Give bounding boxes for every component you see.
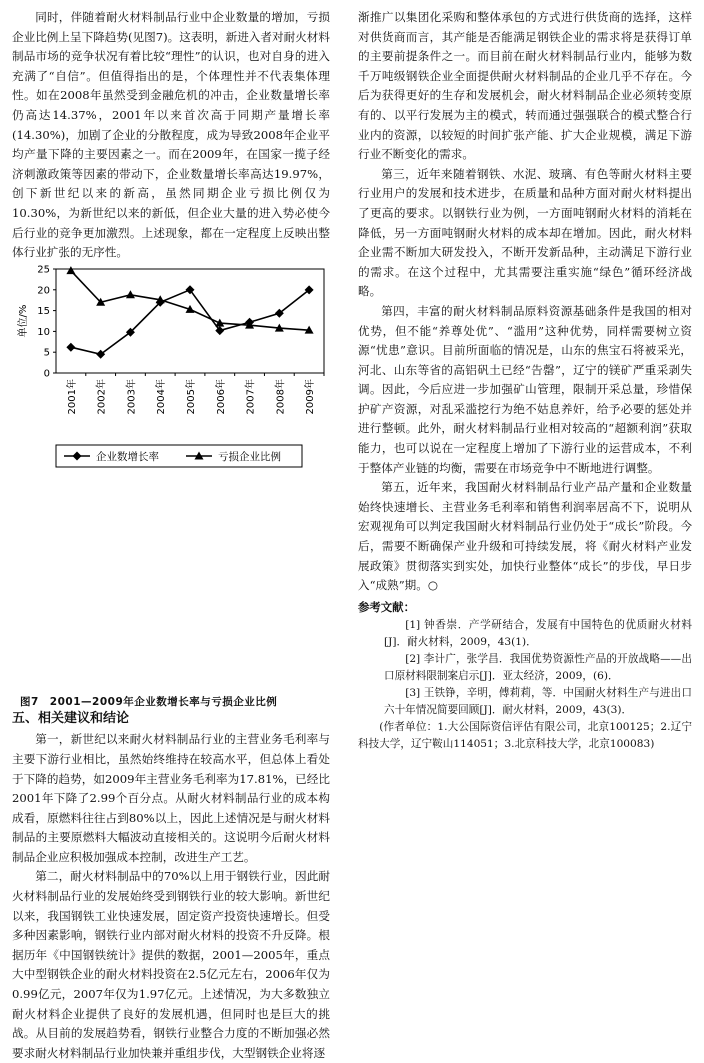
x-tick-label: 2009年	[305, 378, 317, 415]
series-line	[71, 270, 309, 329]
data-point-triangle	[126, 290, 135, 298]
section-heading: 五、相关建议和结论	[12, 710, 130, 726]
y-tick-label: 5	[43, 347, 50, 359]
x-tick-label: 2004年	[156, 378, 168, 415]
figure-caption: 图7 2001—2009年企业数增长率与亏损企业比例	[20, 695, 278, 708]
body-paragraph: 第五，近年来，我国耐火材料制品行业产品产量和企业数量始终快速增长、主营业务毛利率和销售利润率居高不下，说明从宏观视角可以判定我国耐火材料制品行业仍处于“成长”阶段。今后，需要不断确保产业升级和可持续发展，将《耐火材料产业发展政策》贯彻落实到实处，加快行业整体“成长”的步伐，早日步入“成熟”期。○	[358, 480, 692, 593]
plot-area	[56, 269, 324, 373]
y-axis-label: 单位/%	[18, 304, 29, 338]
references-heading: 参考文献：	[358, 599, 415, 614]
y-tick-label: 0	[43, 368, 50, 380]
y-tick-label: 10	[37, 326, 50, 338]
legend-marker	[73, 451, 82, 460]
author-affiliation: (作者单位：1.大公国际资信评估有限公司，北京100125；2.辽宁科技大学，辽宁鞍山114051；3.北京科技大学，北京100083)	[358, 721, 692, 751]
x-tick-label: 2001年	[66, 378, 78, 415]
body-paragraph: 第一，新世纪以来耐火材料制品行业的主营业务毛利率与主要下游行业相比，虽然始终维持在较高水平，但总体上看处于下降的趋势，如2009年主营业务毛利率为17.81%，已经比2001年下降了2.99个百分点。从耐火材料制品行业的成本构成看，原燃料往往占到80%以上，因此上述情况是与耐火材料制品的主要原燃料大幅波动直接相关的。这说明今后耐火材料制品企业应积极加强成本控制，改进生产工艺。	[12, 732, 330, 864]
x-tick-label: 2006年	[215, 378, 227, 415]
body-paragraph: 第三，近年来随着钢铁、水泥、玻璃、有色等耐火材料主要行业用户的发展和技术进步，在质量和品种方面对耐火材料提出了更高的要求。以钢铁行业为例，一方面吨钢耐火材料的消耗在降低，另一方面吨钢耐火材料的成本却在增加。因此，耐火材料企业需不断加大研发投入，不断开发新品种，主动满足下游行业的需求。在这个过程中，尤其需要注重实施“绿色”循环经济战略。	[358, 166, 692, 299]
reference-item: [2] 李计广，张学昌．我国优势资源性产品的开放战略——出口原材料限制案启示[J]．亚太经济，2009，(6)．	[384, 653, 692, 683]
reference-item: [1] 钟香崇．产学研结合，发展有中国特色的优质耐火材料[J]．耐火材料，2009，43(1)．	[384, 619, 692, 649]
figure-7	[12, 263, 330, 708]
x-tick-label: 2005年	[186, 378, 197, 415]
legend-label: 企业数增长率	[96, 450, 159, 463]
data-point-diamond	[66, 342, 75, 351]
x-tick-label: 2003年	[126, 378, 138, 415]
y-tick-label: 25	[37, 264, 50, 276]
left-column	[12, 8, 330, 1063]
body-paragraph: 第二，耐火材料制品中的70%以上用于钢铁行业，因此耐火材料制品行业的发展始终受到钢铁行业的较大影响。新世纪以来，我国钢铁工业快速发展，固定资产投资快速增长。但受多种因素影响，钢铁行业内部对耐火材料的投资不升反降。根据历年《中国钢铁统计》提供的数据，2001—2005年，重点大中型钢铁企业的耐火材料投资在2.5亿元左右，2006年仅为0.99亿元，2007年仅为1.97亿元。上述情况，为大多数独立耐火材料企业提供了良好的发展机遇，但同时也是巨大的挑战。从目前的发展趋势看，钢铁行业整合力度的不断加强必然要求耐火材料制品行业加快兼并重组步伐，大型钢铁企业将逐	[12, 869, 330, 1060]
body-paragraph: 渐推广以集团化采购和整体承包的方式进行供货商的选择，这样对供货商而言，其产能是否能满足钢铁企业的需求将是获得订单的主要前提条件之一。而目前在耐火材料制品行业内，能够为数千万吨级钢铁企业全面提供耐火材料制品的企业几乎不存在。今后为获得更好的生存和发展机会，耐火材料制品企业必须转变原有的、以平行发展为主的模式，转而通过强强联合的模式整合行业内的资源，以较短的时间扩张产能、扩大企业规模，满足下游行业不断变化的需求。	[358, 10, 692, 162]
x-tick-label: 2007年	[245, 378, 257, 415]
legend-label: 亏损企业比例	[218, 450, 281, 463]
body-paragraph: 第四，丰富的耐火材料制品原料资源基础条件是我国的相对优势，但不能“养尊处优”、“滥用”这种优势，同样需要树立资源“忧患”意识。目前所面临的情况是，山东的焦宝石将被采光，河北、山东等省的高铝矾土已经“告罄”，辽宁的镁矿严重采剥失调。因此，今后应进一步加强矿山管理，限制开采总量，珍惜保护矿产资源，对乱采滥挖行为绝不姑息养奸，给予必要的惩处并进行整顿。此外，耐火材料制品行业相对较高的“超额利润”获取能力，也可以说在一定程度上增加了下游行业的运营成本，不利于整体产业链的均衡，需要在市场竞争中不断地进行调整。	[358, 303, 692, 475]
x-tick-label: 2008年	[275, 378, 287, 415]
line-chart	[12, 263, 330, 568]
y-tick-label: 20	[37, 285, 50, 297]
y-tick-label: 15	[37, 305, 50, 317]
x-tick-label: 2002年	[96, 378, 108, 415]
body-paragraph: 同时，伴随着耐火材料制品行业中企业数量的增加，亏损企业比例上呈下降趋势(见图7)。这表明，新进入者对耐火材料制品市场的竞争状况有着比较“理性”的认识，也对自身的进入充满了“自信”。但值得指出的是，个体理性并不代表集体理性。如在2008年虽然受到金融危机的冲击，企业数量增长率仍高达14.37%，2001年以来首次高于同期产量增长率(14.30%)，加剧了企业的分散程度，成为导致2008年企业平均产量下降的主要因素之一。而在2009年，在国家一揽子经济刺激政策等因素的带动下，企业数量增长率高达19.97%，创下新世纪以来的新高，虽然同期企业亏损比例仅为10.30%，为新世纪以来的新低，但企业大量的进入势必使今后行业的竞争更加激烈。上述现象，都在一定程度上反映出整体行业扩张的无序性。	[12, 10, 330, 260]
reference-item: [3] 王铁铮，辛明，傅莉莉，等．中国耐火材料生产与进出口六十年情况简要回顾[J]．耐火材料，2009，43(3)．	[384, 687, 692, 717]
series-line	[71, 290, 309, 354]
right-column	[358, 8, 692, 753]
data-point-triangle	[66, 266, 75, 274]
